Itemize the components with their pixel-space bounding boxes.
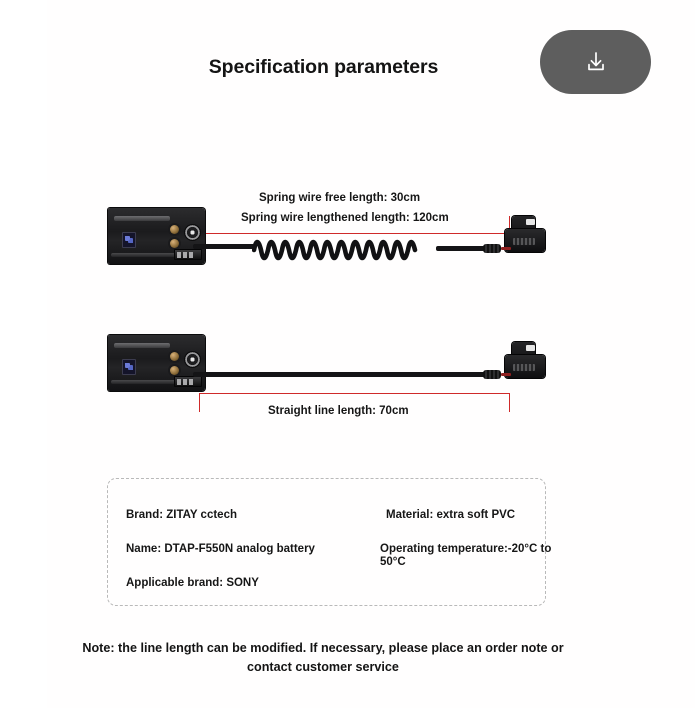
cable-segment-right (436, 246, 488, 251)
download-icon (581, 47, 611, 77)
spec-applicable-brand: Applicable brand: SONY (126, 577, 259, 589)
strain-relief-coiled (483, 244, 501, 253)
label-spring-lengthened-length: Spring wire lengthened length: 120cm (241, 212, 449, 224)
spec-column-right (380, 509, 565, 590)
label-spring-free-length: Spring wire free length: 30cm (259, 192, 421, 204)
diagram-coiled-cable (0, 180, 695, 300)
page-title: Specification parameters (208, 56, 439, 78)
spec-material: Material: extra soft PVC (386, 509, 516, 521)
spec-name: Name: DTAP-F550N analog battery (126, 543, 315, 555)
d-tap-connector-straight (505, 342, 545, 378)
footer-note: Note: the line length can be modified. If necessary, please place an order note or contact customer service (82, 641, 564, 674)
strain-relief-straight (483, 370, 501, 379)
spec-brand: Brand: ZITAY cctech (126, 509, 237, 521)
label-straight-line-length: Straight line length: 70cm (268, 405, 409, 417)
spec-operating-temperature: Operating temperature:-20°C to 50°C (380, 543, 552, 568)
battery-plate-coiled (108, 208, 205, 264)
download-button[interactable] (540, 30, 651, 94)
specification-box (107, 478, 552, 606)
cable-segment-left (193, 244, 255, 249)
coiled-spring-cable (252, 228, 442, 268)
spec-column-left (126, 509, 376, 611)
battery-plate-straight (108, 335, 205, 391)
cable-straight (193, 372, 489, 377)
diagram-straight-cable (0, 325, 695, 430)
d-tap-connector-coiled (505, 216, 545, 252)
